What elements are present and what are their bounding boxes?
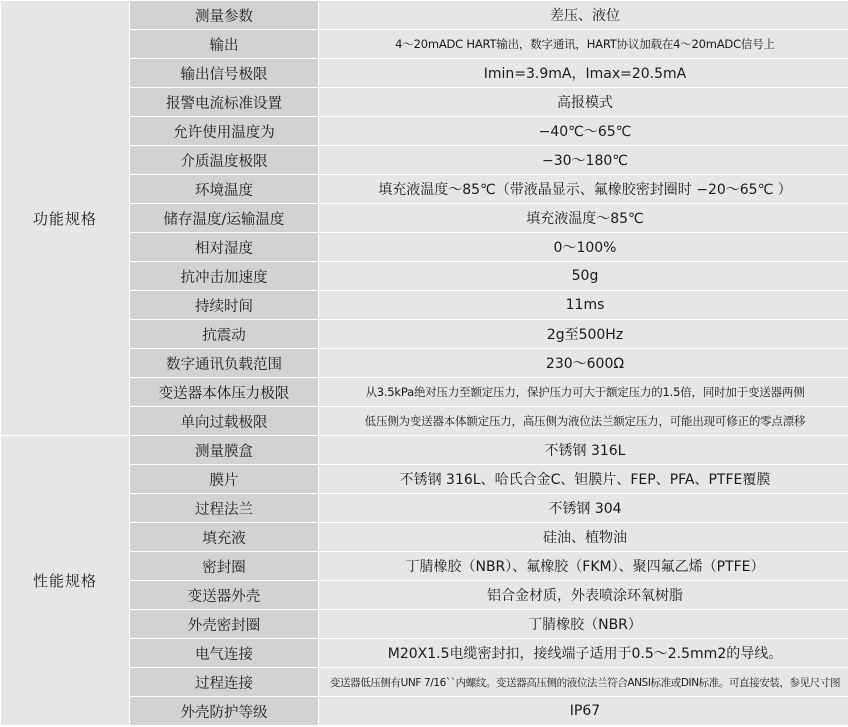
value-cell: 差压、液位	[319, 1, 848, 30]
param-cell: 抗震动	[130, 320, 319, 349]
param-cell: 单向过载极限	[130, 407, 319, 436]
param-cell: 输出	[130, 30, 319, 59]
value-cell: M20X1.5电缆密封扣，接线端子适用于0.5～2.5mm2的导线。	[319, 639, 848, 668]
param-cell: 填充液	[130, 523, 319, 552]
param-cell: 外壳密封圈	[130, 610, 319, 639]
value-cell: 不锈钢 316L	[319, 436, 848, 465]
value-cell: 丁腈橡胶（NBR）、氟橡胶（FKM）、聚四氟乙烯（PTFE）	[319, 552, 848, 581]
param-cell: 介质温度极限	[130, 146, 319, 175]
value-cell: 从3.5kPa绝对压力至额定压力，保护压力可大于额定压力的1.5倍，同时加于变送器两侧	[319, 378, 848, 407]
value-cell: IP67	[319, 697, 848, 726]
param-cell: 数字通讯负载范围	[130, 349, 319, 378]
value-cell: 铝合金材质，外表喷涂环氧树脂	[319, 581, 848, 610]
param-cell: 抗冲击加速度	[130, 262, 319, 291]
value-cell: 不锈钢 304	[319, 494, 848, 523]
param-cell: 膜片	[130, 465, 319, 494]
param-cell: 过程法兰	[130, 494, 319, 523]
category-cell: 性能规格	[1, 436, 130, 726]
value-cell: Imin=3.9mA，Imax=20.5mA	[319, 59, 848, 88]
value-cell: 高报模式	[319, 88, 848, 117]
value-cell: 低压侧为变送器本体额定压力，高压侧为液位法兰额定压力，可能出现可修正的零点漂移	[319, 407, 848, 436]
value-cell: 填充液温度～85℃	[319, 204, 848, 233]
value-cell: 4～20mADC HART输出，数字通讯，HART协议加载在4～20mADC信号上	[319, 30, 848, 59]
param-cell: 输出信号极限	[130, 59, 319, 88]
value-cell: 230～600Ω	[319, 349, 848, 378]
value-cell: 硅油、植物油	[319, 523, 848, 552]
param-cell: 密封圈	[130, 552, 319, 581]
param-cell: 允许使用温度为	[130, 117, 319, 146]
table-row	[1, 436, 848, 465]
param-cell: 外壳防护等级	[130, 697, 319, 726]
param-cell: 变送器本体压力极限	[130, 378, 319, 407]
param-cell: 相对湿度	[130, 233, 319, 262]
param-cell: 变送器外壳	[130, 581, 319, 610]
value-cell: 不锈钢 316L、哈氏合金C、钽膜片、FEP、PFA、PTFE覆膜	[319, 465, 848, 494]
param-cell: 测量参数	[130, 1, 319, 30]
param-cell: 持续时间	[130, 291, 319, 320]
table-row	[1, 1, 848, 30]
value-cell: 2g至500Hz	[319, 320, 848, 349]
param-cell: 过程连接	[130, 668, 319, 697]
value-cell: −40℃～65℃	[319, 117, 848, 146]
value-cell: 50g	[319, 262, 848, 291]
category-cell: 功能规格	[1, 1, 130, 436]
param-cell: 测量膜盒	[130, 436, 319, 465]
value-cell: 丁腈橡胶（NBR）	[319, 610, 848, 639]
param-cell: 环境温度	[130, 175, 319, 204]
value-cell: −30～180℃	[319, 146, 848, 175]
value-cell: 0～100%	[319, 233, 848, 262]
param-cell: 储存温度/运输温度	[130, 204, 319, 233]
param-cell: 电气连接	[130, 639, 319, 668]
value-cell: 变送器低压侧有UNF 7/16``内螺纹。变送器高压侧的液位法兰符合ANSI标准或DIN标准。可直接安装，参见尺寸图	[319, 668, 848, 697]
value-cell: 11ms	[319, 291, 848, 320]
value-cell: 填充液温度～85℃（带液晶显示、氟橡胶密封圈时 −20～65℃ ）	[319, 175, 848, 204]
param-cell: 报警电流标准设置	[130, 88, 319, 117]
